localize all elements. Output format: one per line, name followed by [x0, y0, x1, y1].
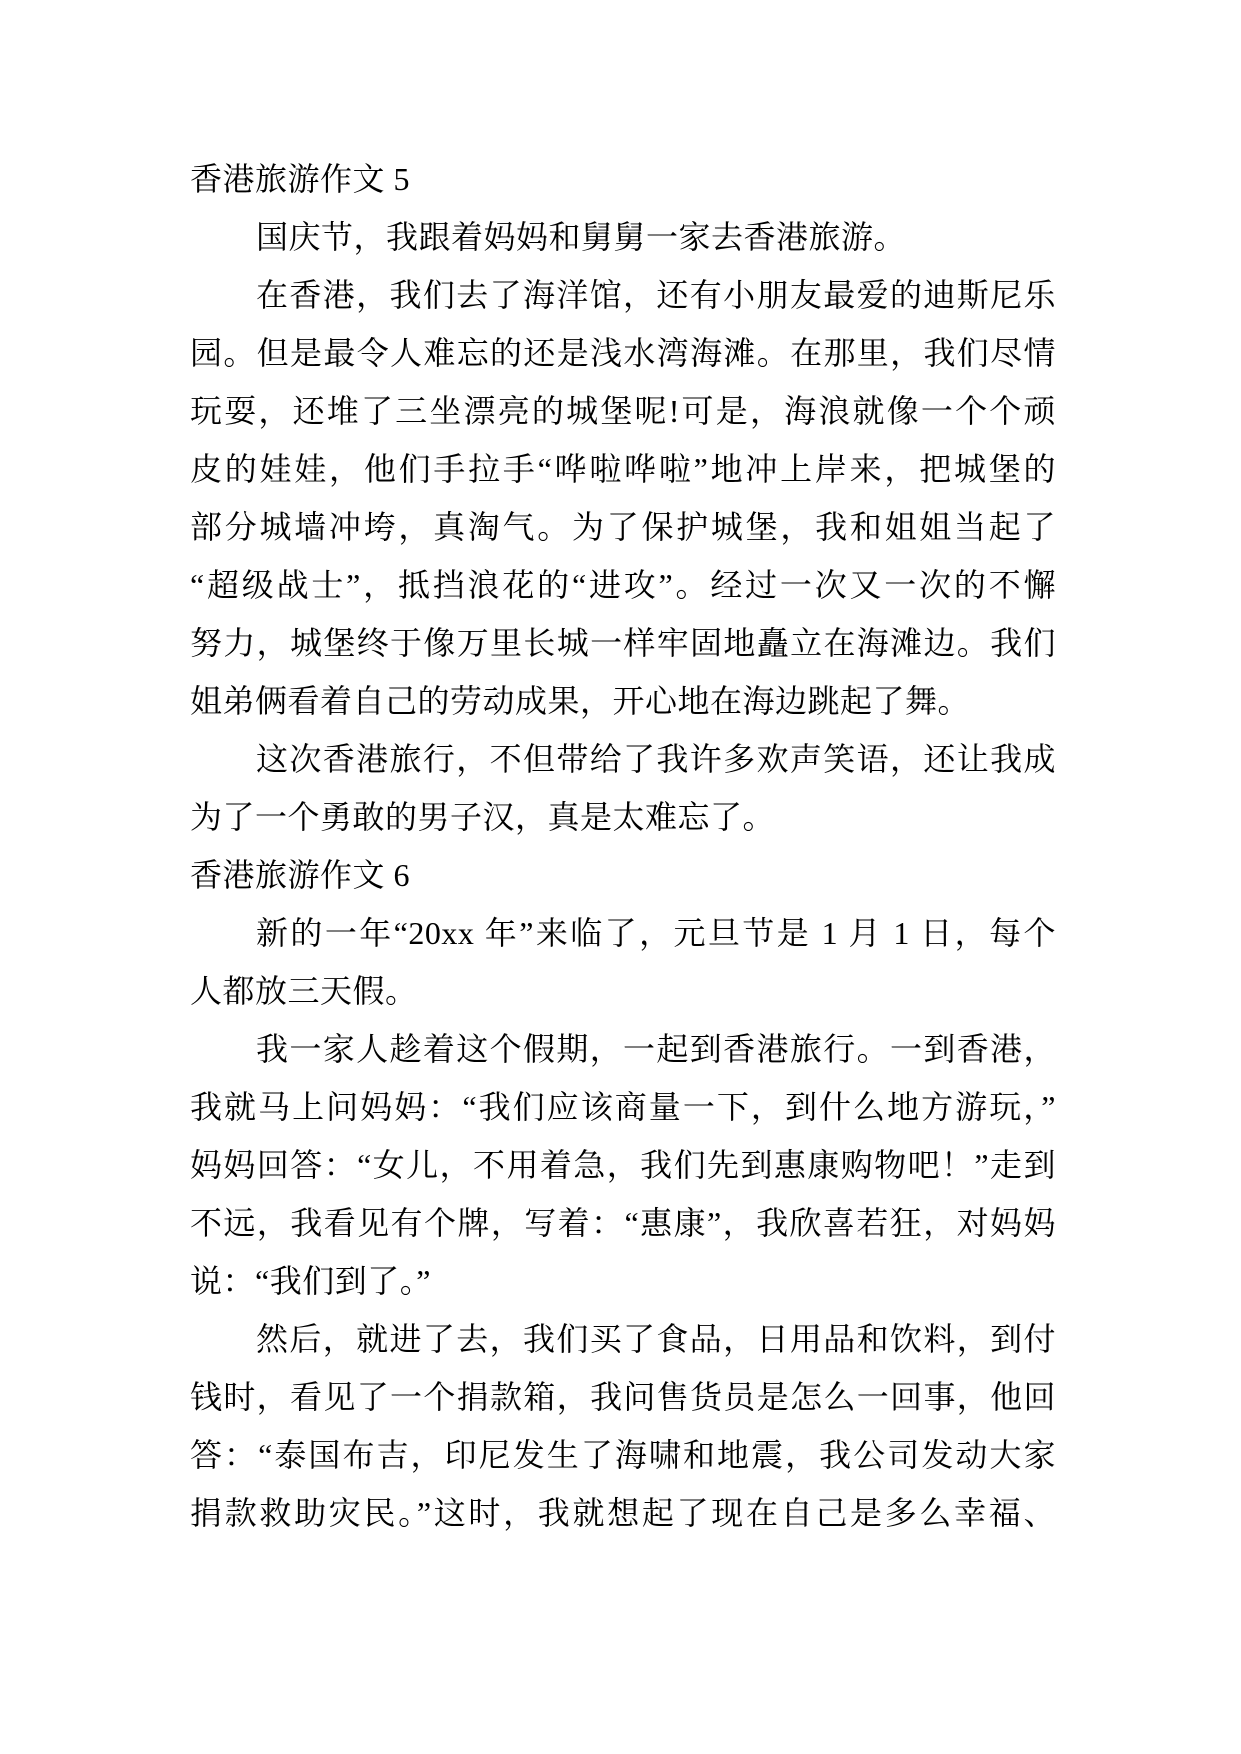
essay-text-line: 玩耍，还堆了三坐漂亮的城堡呢!可是，海浪就像一个个顽 — [190, 393, 1056, 429]
essay-text-line: 国庆节，我跟着妈妈和舅舅一家去香港旅游。 — [256, 219, 907, 255]
essay-text-line: 在香港，我们去了海洋馆，还有小朋友最爱的迪斯尼乐 — [256, 277, 1056, 313]
essay-text-block — [190, 150, 1056, 1542]
essay-text-line: 为了一个勇敢的男子汉，真是太难忘了。 — [190, 799, 776, 835]
essay-text-line: “超级战士”，抵挡浪花的“进攻”。经过一次又一次的不懈 — [190, 567, 1056, 603]
essay-text-line: 人都放三天假。 — [190, 973, 418, 1009]
essay-text-line: 努力，城堡终于像万里长城一样牢固地矗立在海滩边。我们 — [190, 625, 1056, 661]
essay-text-line: 捐款救助灾民。”这时，我就想起了现在自己是多么幸福、 — [190, 1495, 1056, 1531]
essay-text-line: 这次香港旅行，不但带给了我许多欢声笑语，还让我成 — [256, 741, 1056, 777]
essay-text-line: 部分城墙冲垮，真淘气。为了保护城堡，我和姐姐当起了 — [190, 509, 1056, 545]
essay-text-line: 妈妈回答：“女儿，不用着急，我们先到惠康购物吧！”走到 — [190, 1147, 1056, 1183]
essay-text-line: 我就马上问妈妈：“我们应该商量一下，到什么地方游玩，” — [190, 1089, 1056, 1125]
essay-text-line: 然后，就进了去，我们买了食品，日用品和饮料，到付 — [256, 1321, 1056, 1357]
essay-text-line: 不远，我看见有个牌，写着：“惠康”，我欣喜若狂，对妈妈 — [190, 1205, 1056, 1241]
essay-text-line: 钱时，看见了一个捐款箱，我问售货员是怎么一回事，他回 — [190, 1379, 1056, 1415]
essay-heading-line: 香港旅游作文 6 — [190, 857, 411, 893]
essay-text-line: 园。但是最令人难忘的还是浅水湾海滩。在那里，我们尽情 — [190, 335, 1056, 371]
essay-text-line: 我一家人趁着这个假期，一起到香港旅行。一到香港， — [256, 1031, 1056, 1067]
essay-heading-line: 香港旅游作文 5 — [190, 161, 411, 197]
essay-text-line: 姐弟俩看着自己的劳动成果，开心地在海边跳起了舞。 — [190, 683, 971, 719]
essay-text-line: 皮的娃娃，他们手拉手“哗啦哗啦”地冲上岸来，把城堡的 — [190, 451, 1056, 487]
essay-text-line: 说：“我们到了。” — [190, 1263, 431, 1299]
essay-text-line: 答：“泰国布吉，印尼发生了海啸和地震，我公司发动大家 — [190, 1437, 1056, 1473]
essay-text-line: 新的一年“20xx 年”来临了，元旦节是 1 月 1 日，每个 — [256, 915, 1056, 951]
